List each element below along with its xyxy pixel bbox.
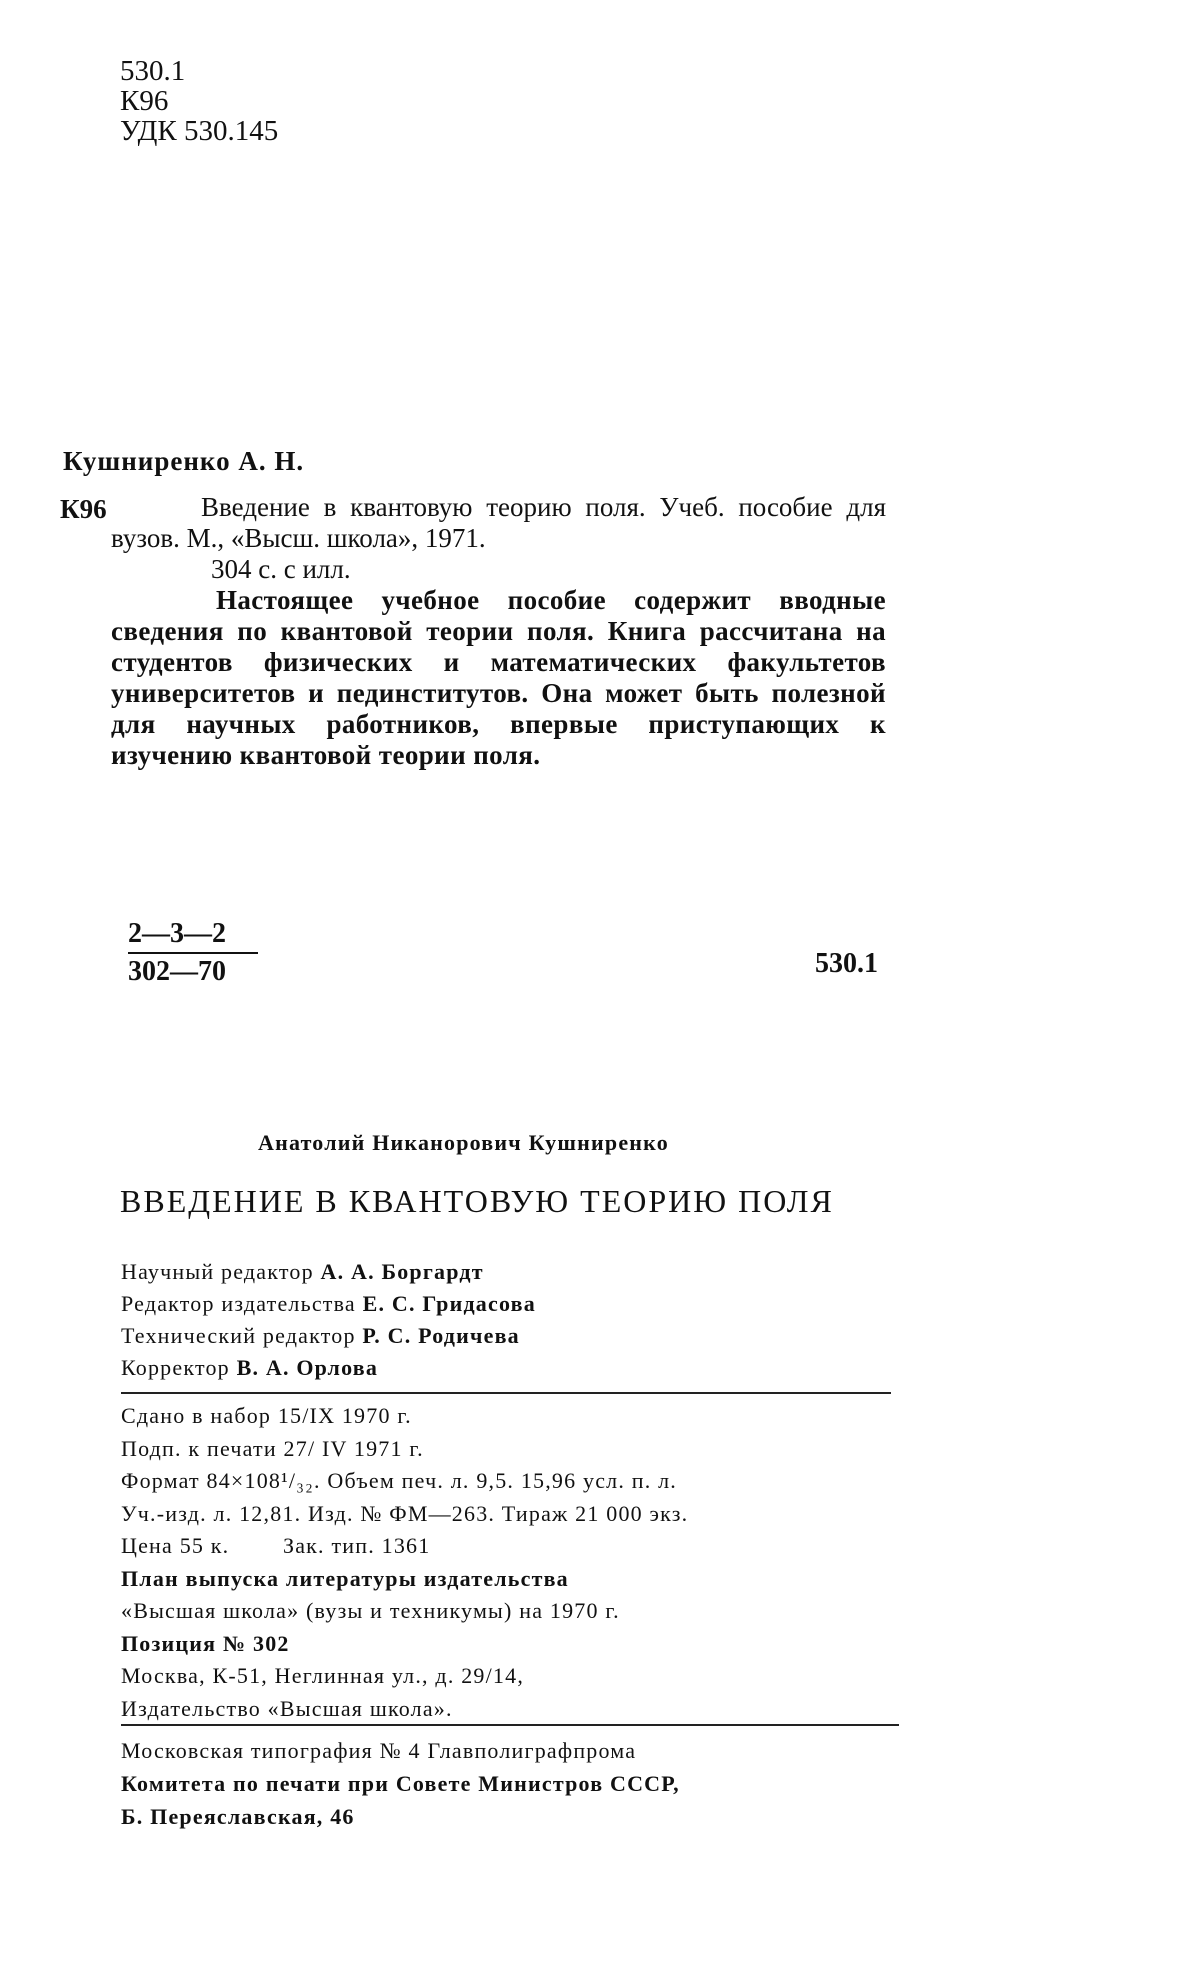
imprint-line: Цена 55 к. Зак. тип. 1361	[121, 1533, 431, 1558]
classification-bbk: 530.1	[120, 55, 186, 87]
author-full-name: Анатолий Никанорович Кушниренко	[258, 1130, 669, 1155]
credit-line	[121, 1256, 536, 1288]
catalog-author-mark: К96	[60, 494, 107, 524]
printer-block	[121, 1734, 680, 1833]
imprint-line: Позиция № 302	[121, 1630, 290, 1656]
credits-list	[121, 1256, 536, 1384]
imprint-line: Издательство «Высшая школа».	[121, 1695, 453, 1721]
catalog-author-heading: Кушниренко А. Н.	[63, 446, 305, 476]
divider	[121, 1724, 899, 1726]
catalog-title-line: Введение в квантовую теорию поля. Учеб. пособие для вузов. М., «Высш. школа», 1971.	[111, 492, 886, 553]
imprint-line: План выпуска литературы издательства	[121, 1565, 569, 1591]
credit-name: Е. С. Гридасова	[362, 1291, 536, 1316]
credit-line	[121, 1352, 536, 1384]
credit-line	[121, 1320, 536, 1352]
credit-role: Редактор издательства	[121, 1291, 356, 1316]
index-code-numerator: 2—3—2	[128, 918, 258, 954]
credit-role: Научный редактор	[121, 1259, 314, 1284]
printer-line: Комитета по печати при Совете Министров СССР,	[121, 1771, 680, 1796]
credit-name: Р. С. Родичева	[362, 1323, 520, 1348]
classification-author-mark: К96	[120, 85, 169, 117]
credit-name: А. А. Боргардт	[320, 1259, 484, 1284]
index-code-denominator: 302—70	[128, 956, 226, 987]
classification-block	[120, 56, 278, 146]
catalog-annotation: Настоящее учебное пособие содержит вводные сведения по квантовой теории поля. Книга рассчитана на студентов физических и математических факультетов университетов и пединститутов. Она может быть полезной для научных работников, впервые приступающих к изучению квантовой теории поля.	[111, 585, 886, 770]
divider	[121, 1392, 891, 1394]
index-code-fraction	[128, 918, 258, 988]
imprint-line: Сдано в набор 15/IX 1970 г.	[121, 1403, 412, 1428]
catalog-entry	[111, 492, 886, 771]
imprint-line: Уч.-изд. л. 12,81. Изд. № ФМ—263. Тираж 21 000 экз.	[121, 1500, 689, 1526]
printer-line: Б. Переяславская, 46	[121, 1804, 355, 1829]
classification-udk: УДК 530.145	[120, 115, 279, 147]
book-title: ВВЕДЕНИЕ В КВАНТОВУЮ ТЕОРИЮ ПОЛЯ	[120, 1183, 834, 1219]
index-code-right: 530.1	[815, 948, 878, 979]
imprint-block	[121, 1400, 688, 1725]
credit-line	[121, 1288, 536, 1320]
credit-role: Технический редактор	[121, 1323, 356, 1348]
imprint-line: Москва, К-51, Неглинная ул., д. 29/14,	[121, 1663, 525, 1688]
imprint-line: Подп. к печати 27/ IV 1971 г.	[121, 1435, 424, 1461]
credit-role: Корректор	[121, 1355, 230, 1380]
imprint-line: «Высшая школа» (вузы и техникумы) на 1970 г.	[121, 1598, 620, 1623]
imprint-line: Формат 84×108¹/₃₂. Объем печ. л. 9,5. 15,96 усл. п. л.	[121, 1468, 678, 1493]
credit-name: В. А. Орлова	[236, 1355, 379, 1380]
catalog-pages: 304 с. с илл.	[211, 554, 351, 584]
printer-line: Московская типография № 4 Главполиграфпрома	[121, 1738, 637, 1763]
